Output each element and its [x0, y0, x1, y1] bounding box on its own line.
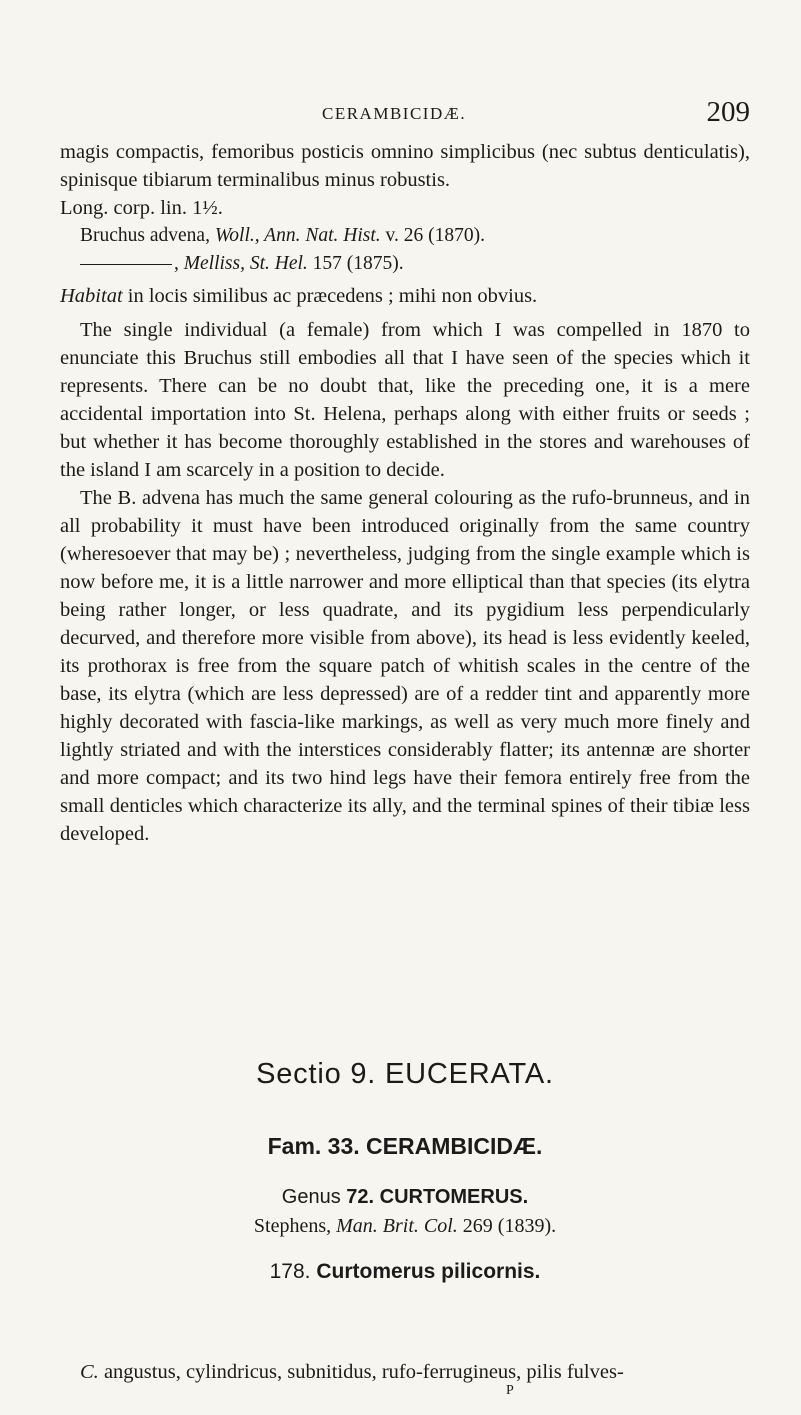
latin-description: magis compactis, femoribus posticis omnino simplicibus (nec subtus denticulatis), spinisque tibiarum terminalibus minus robustis. — [60, 141, 750, 191]
habitat-line — [60, 282, 750, 310]
paragraph-2: The B. advena has much the same general colouring as the rufo-brunneus, and in all probability it must have been introduced originally from the same country (wheresoever that may be) ; nevertheless, judging from the single example which is now before me, it is a little narrower and more elliptical than that species (its elytra being rather longer, or less quadrate, and its pygidium less perpendicularly decurved, and therefore more visible from above), its head is less evidently keeled, its prothorax is free from the square patch of whitish scales in the centre of the base, its elytra (which are less depressed) are of a redder tint and apparently more highly decorated with fascia-like markings, as well as very much more finely and lightly striated and with the interstices considerably flatter; its antennæ are shorter and more compact; and its two hind legs have their femora entirely free from the small denticles which characterize its ally, and the terminal spines of their tibiæ less developed. — [60, 487, 750, 845]
paragraph-1: The single individual (a female) from which I was compelled in 1870 to enunciate this Bruchus still embodies all that I have seen of the species which it represents. There can be no doubt that, like the preceding one, it is a mere accidental importation into St. Helena, perhaps along with either fruits or seeds ; but whether it has become thoroughly established in the stores and warehouses of the island I am scarcely in a position to decide. — [60, 319, 750, 481]
page-number: 209 — [706, 96, 750, 128]
description-text: angustus, cylindricus, subnitidus, rufo-ferrugineus, pilis fulves- — [98, 1361, 624, 1383]
author: Stephens, — [253, 1215, 337, 1237]
synonym-reference: Melliss, St. Hel. — [183, 253, 308, 274]
synonym-detail: v. 26 (1870). — [380, 225, 485, 246]
body-text — [60, 138, 750, 848]
reference-title: Man. Brit. Col. — [336, 1215, 458, 1237]
genus-name: 72. CURTOMERUS. — [340, 1186, 529, 1208]
species-description — [60, 1358, 750, 1386]
genus-heading — [60, 1186, 750, 1209]
body-length: Long. corp. lin. 1½. — [60, 197, 223, 219]
section-heading: Sectio 9. EUCERATA. — [256, 1058, 554, 1090]
reference-detail: 269 (1839). — [457, 1215, 557, 1237]
signature-mark: P — [506, 1383, 514, 1398]
species-number: 178. — [269, 1260, 311, 1283]
running-title: CERAMBICIDÆ. — [322, 104, 467, 123]
genus-abbrev: C. — [80, 1361, 99, 1383]
section-headings — [60, 1058, 750, 1284]
synonym-sep: , — [174, 253, 184, 274]
synonym-line-2 — [60, 250, 750, 278]
habitat-label: Habitat — [60, 285, 123, 307]
ditto-dash — [80, 264, 172, 265]
family-heading: Fam. 33. CERAMBICIDÆ. — [267, 1133, 543, 1159]
synonym-name: Bruchus advena, — [80, 225, 215, 246]
species-heading — [60, 1260, 750, 1284]
synonym-line-1 — [60, 222, 750, 250]
genus-word: Genus — [281, 1186, 341, 1208]
species-name: Curtomerus pilicornis. — [310, 1260, 541, 1283]
synonym-detail: 157 (1875). — [307, 253, 404, 274]
synonym-reference: Woll., Ann. Nat. Hist. — [214, 225, 381, 246]
genus-reference — [60, 1215, 750, 1238]
habitat-text: in locis similibus ac præcedens ; mihi non obvius. — [122, 285, 538, 307]
running-head — [60, 98, 750, 138]
